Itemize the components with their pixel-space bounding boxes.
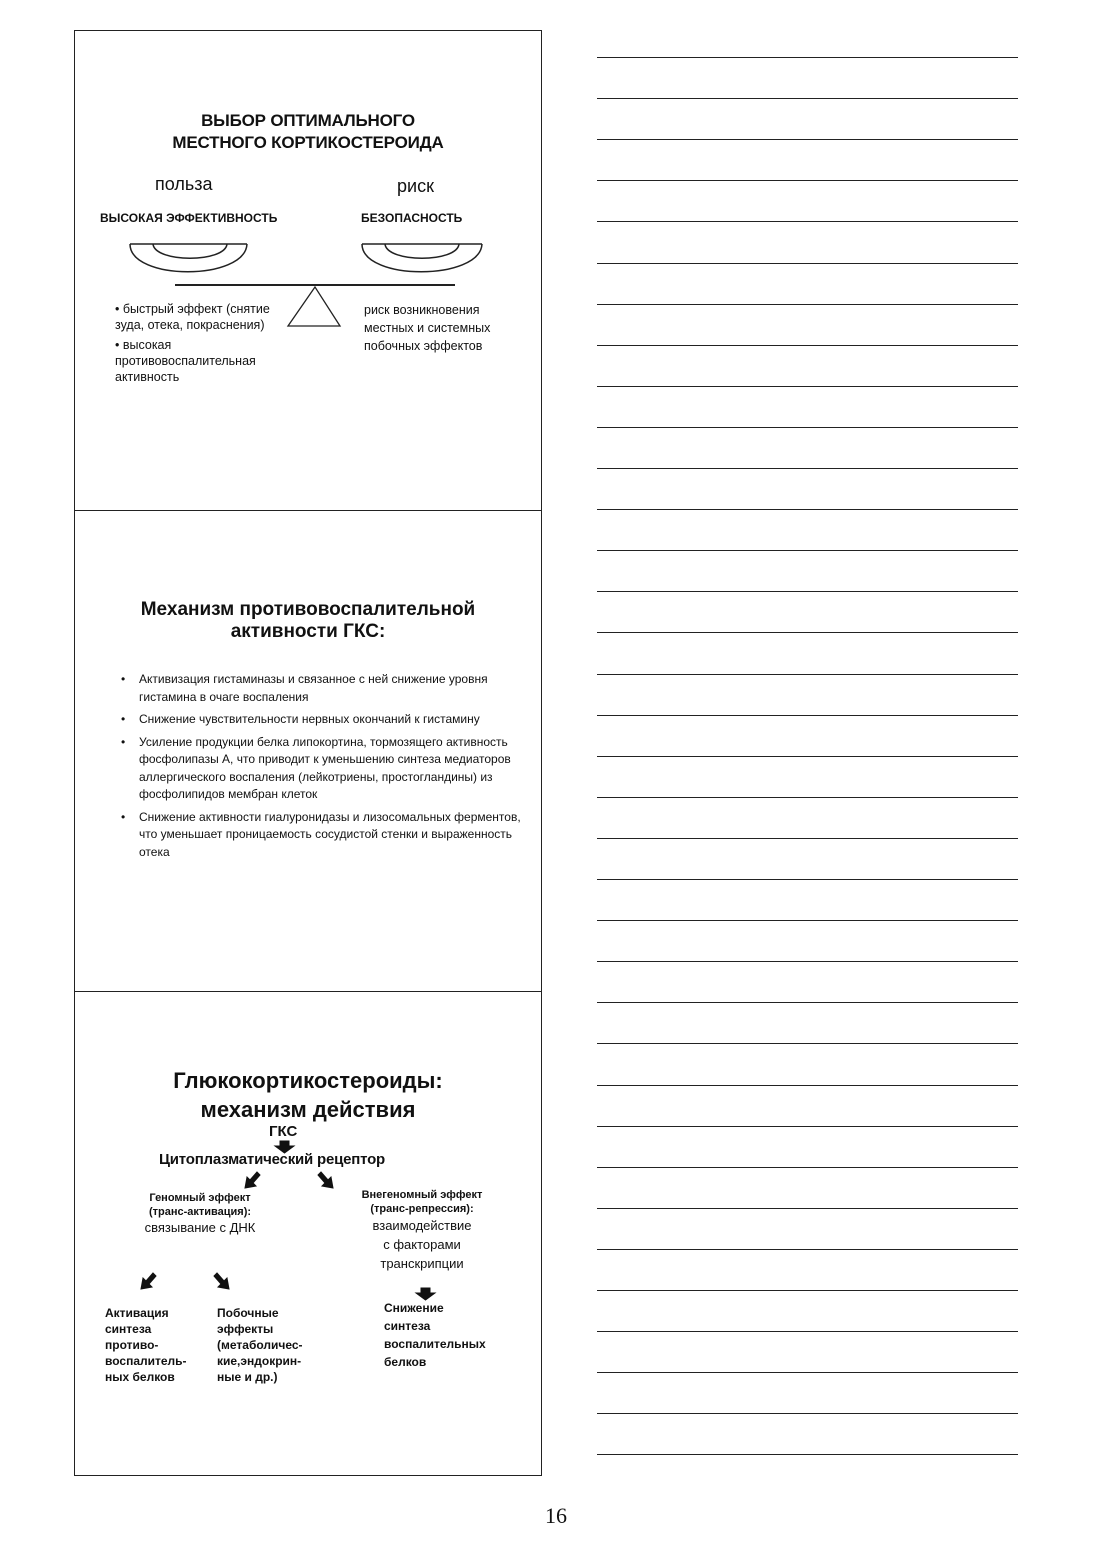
slide-gcs-mechanism-of-action — [75, 992, 541, 1474]
note-line — [597, 1043, 1018, 1044]
note-line — [597, 550, 1018, 551]
notes-lines — [597, 0, 1018, 1565]
cytoplasmic-receptor-node: Цитоплазматический рецептор — [159, 1151, 386, 1168]
note-line — [597, 57, 1018, 58]
slide3-title-line1: Глюкокортикостероиды: — [173, 1068, 443, 1093]
note-line — [597, 1126, 1018, 1127]
down-right-arrow-icon — [214, 1273, 229, 1289]
risk-points: риск возникновения местных и системных побочных эффектов — [364, 303, 491, 353]
benefit-point: • быстрый эффект (снятие зуда, отека, покраснения) — [115, 302, 270, 332]
down-right-arrow-icon — [318, 1172, 333, 1188]
note-line — [597, 961, 1018, 962]
note-line — [597, 715, 1018, 716]
note-line — [597, 591, 1018, 592]
note-line — [597, 838, 1018, 839]
note-line — [597, 1331, 1018, 1332]
side-effects-line: ные и др.) — [217, 1370, 278, 1384]
note-line — [597, 139, 1018, 140]
note-line — [597, 263, 1018, 264]
side-effects-line: кие,эндокрин- — [217, 1354, 302, 1368]
slide3-title-line2: механизм действия — [200, 1097, 416, 1122]
nongenomic-effect-node — [337, 1188, 507, 1273]
note-line — [597, 632, 1018, 633]
list-item: • Активизация гистаминазы и связанное с ней снижение уровня гистамина в очаге воспаления — [121, 671, 521, 706]
note-line — [597, 221, 1018, 222]
risk-label: риск — [397, 176, 434, 196]
genomic-subtitle: (транс-активация): — [148, 1206, 252, 1218]
note-line — [597, 879, 1018, 880]
activation-line: противо- — [105, 1338, 159, 1352]
list-item: • Усиление продукции белка липокортина, тормозящего активность фосфолипазы А, что приводит к уменьшению синтеза медиаторов аллергического воспаления (лейкотриены, простогландины) из фосфолипидов мембран клеток — [121, 734, 521, 804]
note-line — [597, 468, 1018, 469]
side-effects-node — [217, 1305, 347, 1385]
note-line — [597, 386, 1018, 387]
note-line — [597, 1085, 1018, 1086]
slide1-title-line1: ВЫБОР ОПТИМАЛЬНОГО — [201, 111, 415, 130]
note-line — [597, 427, 1018, 428]
slide-mechanism-anti-inflammatory — [75, 511, 541, 992]
reduction-line: Снижение — [384, 1301, 444, 1315]
benefit-label: польза — [155, 174, 213, 194]
note-line — [597, 1249, 1018, 1250]
nongenomic-desc: с факторами — [383, 1237, 461, 1252]
side-effects-line: эффекты — [217, 1322, 274, 1336]
note-line — [597, 674, 1018, 675]
page-number: 16 — [545, 1503, 567, 1528]
down-left-arrow-icon — [245, 1172, 260, 1188]
benefit-point: • высокая противовоспалительная активность — [115, 338, 256, 384]
list-item: • Снижение чувствительности нервных окончаний к гистамину — [121, 711, 521, 729]
nongenomic-desc: транскрипции — [380, 1256, 464, 1271]
note-line — [597, 920, 1018, 921]
mechanism-list — [121, 671, 521, 866]
note-line — [597, 1454, 1018, 1455]
note-line — [597, 509, 1018, 510]
reduction-line: воспалительных — [384, 1337, 486, 1351]
note-line — [597, 345, 1018, 346]
gcs-node: ГКС — [269, 1123, 298, 1140]
activation-line: воспалитель- — [105, 1354, 187, 1368]
side-effects-line: (метаболичес- — [217, 1338, 303, 1352]
note-line — [597, 1167, 1018, 1168]
benefit-points — [115, 301, 290, 385]
genomic-desc: связывание с ДНК — [144, 1220, 256, 1235]
slide1-title — [75, 110, 541, 154]
note-line — [597, 98, 1018, 99]
note-line — [597, 1290, 1018, 1291]
note-line — [597, 1372, 1018, 1373]
genomic-title: Геномный эффект — [149, 1192, 251, 1204]
side-effects-line: Побочные — [217, 1306, 279, 1320]
slides-column — [74, 30, 542, 1476]
activation-node — [105, 1305, 215, 1385]
nongenomic-title: Внегеномный эффект — [361, 1189, 483, 1201]
nongenomic-desc: взаимодействие — [372, 1218, 472, 1233]
slide-choice-corticosteroid — [75, 31, 541, 511]
slide1-title-line2: МЕСТНОГО КОРТИКОСТЕРОИДА — [172, 133, 444, 152]
down-left-arrow-icon — [141, 1273, 156, 1289]
activation-line: синтеза — [105, 1322, 152, 1336]
slide2-title-line1: Механизм противовоспалительной — [140, 599, 476, 620]
efficacy-caption: ВЫСОКАЯ ЭФФЕКТИВНОСТЬ — [100, 211, 278, 225]
slide2-title-line2: активности ГКС: — [230, 621, 386, 642]
genomic-effect-node — [115, 1191, 285, 1236]
note-line — [597, 1002, 1018, 1003]
note-line — [597, 1208, 1018, 1209]
note-line — [597, 756, 1018, 757]
note-line — [597, 304, 1018, 305]
note-line — [597, 797, 1018, 798]
activation-line: ных белков — [105, 1370, 175, 1384]
activation-line: Активация — [105, 1306, 169, 1320]
nongenomic-subtitle: (транс-репрессия): — [370, 1203, 474, 1215]
note-line — [597, 1413, 1018, 1414]
note-line — [597, 180, 1018, 181]
list-item: • Снижение активности гиалуронидазы и лизосомальных ферментов, что уменьшает проницаемость сосудистой стенки и выраженность отека — [121, 809, 521, 862]
reduction-line: синтеза — [384, 1319, 431, 1333]
reduction-line: белков — [384, 1355, 427, 1369]
reduction-node — [384, 1299, 524, 1371]
slide2-title — [75, 599, 541, 643]
safety-caption: БЕЗОПАСНОСТЬ — [361, 211, 463, 225]
